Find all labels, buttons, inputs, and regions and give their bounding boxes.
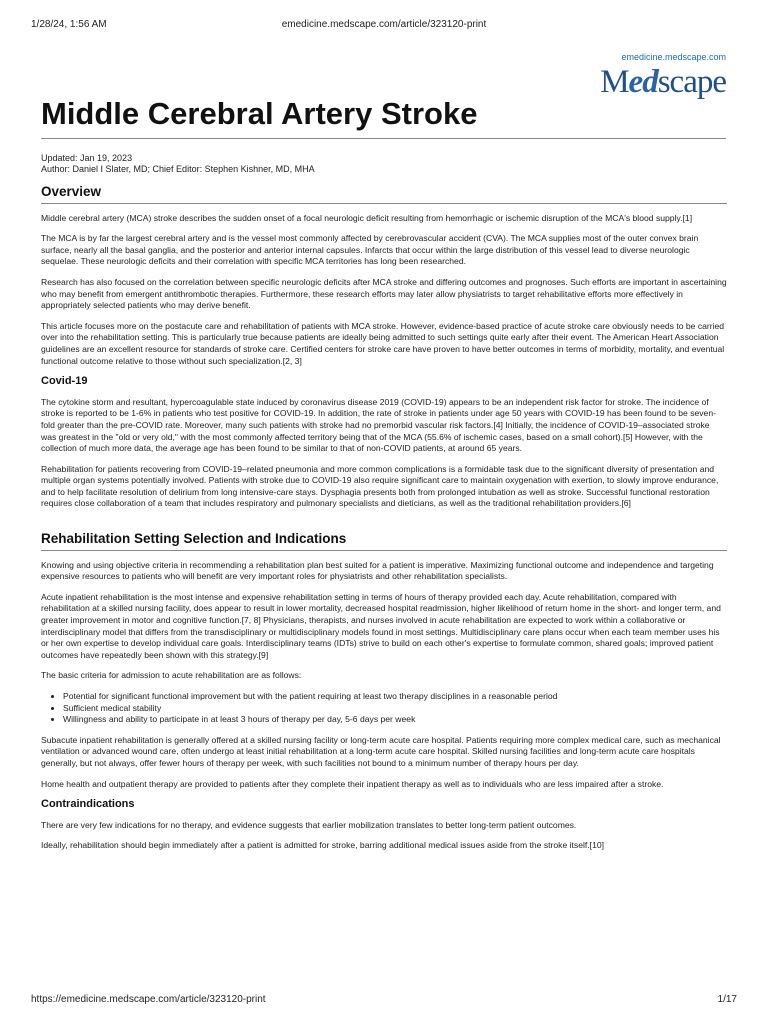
list-item: • Sufficient medical stability [63,703,727,715]
page-number: 1/17 [717,994,737,1005]
paragraph: Subacute inpatient rehabilitation is generally offered at a skilled nursing facility or long-term acute care hospital. Patients requiring more complex medical care, such as mechanical ventilation or advanced wound care, often undergo at least initial rehabilitation at a long-term acute care hospital. Skilled nursing facilities and long-term acute care hospitals generally, but not always, offer fewer hours of therapy per week, with such facilities not bound to a minimum number of therapy hours per day. [41,734,721,768]
print-datetime: 1/28/24, 1:56 AM [31,19,107,30]
paragraph: This article focuses more on the postacute care and rehabilitation of patients with MCA stroke. However, evidence-based practice of acute stroke care obviously needs to be carried over into the rehabilitation setting. This is particularly true because patients are ideally being admitted to such settings quite early after their event. The American Heart Association guidelines are an excellent resource for standards of stroke care. Certified centers for stroke care have proven to have better outcomes in terms of morbidity, mortality, and eventual functional outcome relative to those without such specialization.[2, 3] [41,320,725,366]
author-line: Author: Daniel I Slater, MD; Chief Editor: Stephen Kishner, MD, MHA [41,164,315,174]
paragraph: The basic criteria for admission to acute rehabilitation are as follows: [41,670,302,681]
paragraph: Home health and outpatient therapy are provided to patients after they complete their inpatient therapy as well as to individuals who are less impaired after a stroke. [41,778,664,789]
page-title: Middle Cerebral Artery Stroke [41,96,478,131]
paragraph: The MCA is by far the largest cerebral artery and is the vessel most commonly affected by cerebrovascular accident (CVA). The MCA supplies most of the outer convex brain surface, nearly all the basal ganglia, and the posterior and anterior internal capsules. Infarcts that occur within the large distribution of this vessel lead to diverse neurologic sequelae. These neurologic deficits and their correlation with specific MCA territories has long been researched. [41,233,699,267]
updated-date: Updated: Jan 19, 2023 [41,153,133,163]
footer-url: https://emedicine.medscape.com/article/323120-print [31,994,266,1005]
paragraph: Middle cerebral artery (MCA) stroke describes the sudden onset of a focal neurologic deficit resulting from hemorrhagic or ischemic disruption of the MCA's blood supply.[1] [41,212,693,223]
paragraph: There are very few indications for no therapy, and evidence suggests that earlier mobilization translates to better long-term patient outcomes. [41,819,577,830]
criteria-list [41,691,727,726]
paragraph: Rehabilitation for patients recovering from COVID-19–related pneumonia and more common complications is a formidable task due to the significant diversity of presentation and multiple organ systems potentially involved. Patients with stroke due to COVID-19 also require significant care to maintain oxygenation with exertion, to slowly improve endurance, and to help facilitate resolution of delirium from long intensive-care stays. Dysphagia presents both from prolonged intubation as well as stroke. Successful functional restoration requires close collaboration of a team that includes respiratory and pulmonary specialists and dieticians, as well as the traditional rehabilitation providers.[6] [41,463,719,509]
paragraph: Ideally, rehabilitation should begin immediately after a patient is admitted for stroke, barring additional medical issues aside from the stroke itself.[10] [41,840,605,851]
print-url: emedicine.medscape.com/article/323120-print [281,19,487,30]
article-meta [41,153,315,175]
paragraph: Acute inpatient rehabilitation is the most intense and expensive rehabilitation setting in terms of hours of therapy provided each day. Acute rehabilitation, compared with rehabilitation at a skilled nursing facility, does appear to result in lower mortality, decreased hospital readmission, higher likelihood of return home in the short- and longer term, and greater improvement in motor and cognitive function.[7, 8] Physicians, therapists, and nurses involved in acute rehabilitation are expected to work within a collaborative or interdisciplinary model that differs from the transdisciplinary or multidisciplinary models found in most settings. Multidisciplinary care plans occur when each team member uses his or her own expertise to develop individual care goals. Interdisciplinary teams (IDTs) strive to build on each other's expertise to formulate common, shared goals; improved patient outcomes have repeatedly been shown with this strategy.[9] [41,591,721,660]
paragraph: Research has also focused on the correlation between specific neurologic deficits after MCA stroke and differing outcomes and prognoses. Such efforts are important in ascertaining who may benefit from emergent antithrombotic therapies. Furthermore, these research efforts may later allow physiatrists to target rehabilitative efforts more effectively in appropriately selected patients who may derive benefit. [41,276,727,311]
contraindications-heading: Contraindications [41,798,135,811]
logo-part1: M [600,64,629,100]
logo-part3: scape [657,64,726,100]
list-item: • Potential for significant functional improvement but with the patient requiring at least two therapy disciplines in a reasonable period [63,691,727,703]
logo-part2: ed [628,64,658,100]
overview-heading: Overview [41,186,727,204]
article-body [41,186,727,861]
paragraph: Knowing and using objective criteria in recommending a rehabilitation plan best suited for a patient is imperative. Maximizing functional outcome and independence and targeting expensive resources to patients who will benefit are very important roles for physiatrists and other rehabilitation specialists. [41,559,714,582]
covid-heading: Covid-19 [41,375,88,388]
title-divider [41,138,726,139]
rehab-heading: Rehabilitation Setting Selection and Indications [41,533,727,551]
list-item: • Willingness and ability to participate in at least 3 hours of therapy per day, 5-6 days per week [63,714,727,726]
site-link[interactable]: emedicine.medscape.com [621,52,726,62]
medscape-logo[interactable] [600,64,726,101]
paragraph: The cytokine storm and resultant, hypercoagulable state induced by coronavirus disease 2019 (COVID-19) appears to be an independent risk factor for stroke. The incidence of stroke is reported to be 1-6% in patients who test positive for COVID-19. In addition, the rate of stroke in patients under age 50 years with COVID-19 has been found to be seven-fold greater than the pre-COVID rate. Moreover, many such patients with stroke had no premorbid vascular risk factors.[4] Initially, the incidence of COVID-19–associated stroke was greatest in the "old or very old," with the most commonly affected territory being that of the MCA (55.6% of ischemic cases, based on a small cohort).[5] However, with the collection of much more data, the average age has been found to be similar to that of non-COVID patients, at around 65 years. [41,396,716,454]
